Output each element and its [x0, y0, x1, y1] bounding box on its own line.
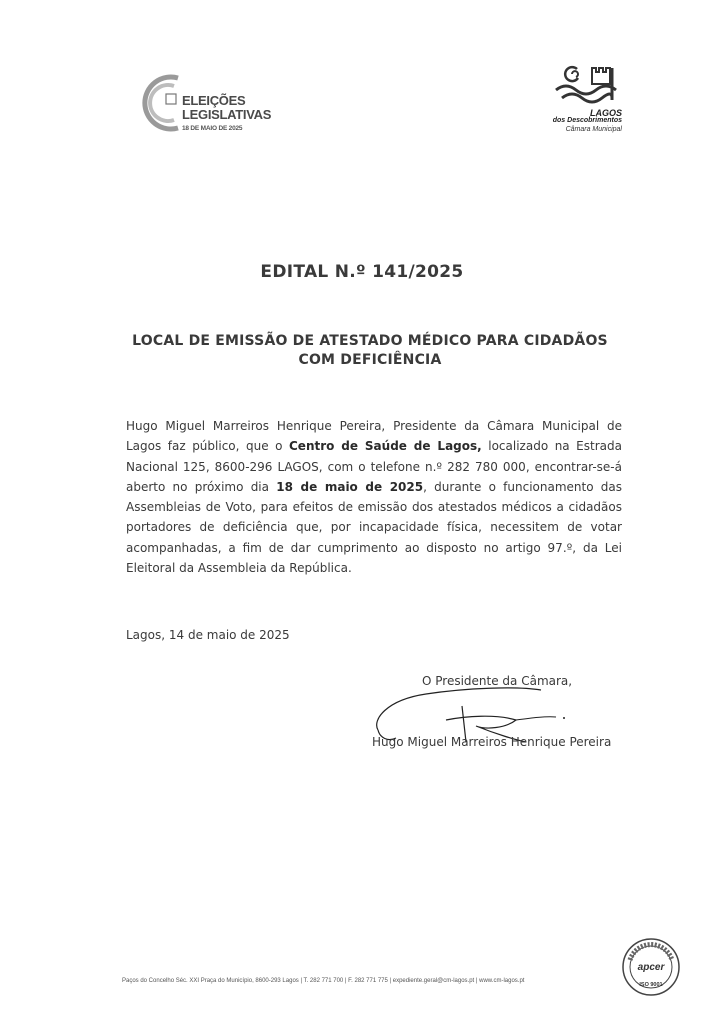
- document-body: [126, 416, 622, 578]
- certification-seal: [620, 936, 682, 998]
- municipality-tagline: dos Descobrimentos: [552, 117, 622, 124]
- body-bold-health-center: Centro de Saúde de Lagos,: [289, 439, 482, 454]
- body-bold-date: 18 de maio de 2025: [276, 479, 424, 494]
- elections-logo-date: 18 DE MAIO DE 2025: [182, 125, 243, 132]
- place-date: Lagos, 14 de maio de 2025: [126, 628, 290, 642]
- elections-logo-line1: ELEIÇÕES: [182, 93, 246, 108]
- footer-contact: Paços do Concelho Séc. XXI Praça do Município, 8600-293 Lagos | T. 282 771 700 | F. 282 771 775 | expediente.geral@cm-lagos.pt | www.cm-lagos.pt: [122, 978, 525, 984]
- municipality-name: LAGOS: [589, 108, 622, 118]
- document-subtitle: [120, 332, 620, 370]
- signature-title: O Presidente da Câmara,: [422, 674, 573, 688]
- municipality-logo: [548, 62, 628, 142]
- subtitle-line2: COM DEFICIÊNCIA: [298, 352, 442, 368]
- seal-standard: ISO 9001: [639, 982, 663, 988]
- body-part3: , durante o funcionamento das Assembleias de Voto, para efeitos de emissão dos atestados médicos a cidadãos portadores de deficiência que, por incapacidade física, necessitem de votar acompanhadas, a fim de dar cumprimento ao disposto no artigo 97.º, da Lei Eleitoral da Assembleia da República.: [126, 479, 623, 576]
- body-part1: Hugo Miguel Marreiros Henrique Pereira, Presidente da Câmara Municipal de Lagos faz público, que o: [126, 419, 622, 454]
- signature-name: Hugo Miguel Marreiros Henrique Pereira: [372, 735, 612, 749]
- body-part2: localizado na Estrada Nacional 125, 8600-296 LAGOS, com o telefone n.º 282 780 000, encontrar-se-á aberto no próximo dia: [126, 439, 622, 494]
- subtitle-line1: LOCAL DE EMISSÃO DE ATESTADO MÉDICO PARA CIDADÃOS: [132, 333, 608, 349]
- lagos-emblem-icon: [548, 62, 628, 110]
- seal-brand: apcer: [637, 962, 665, 973]
- elections-arc-icon: [140, 72, 184, 134]
- elections-logo-line2: LEGISLATIVAS: [182, 107, 272, 122]
- elections-logo: [140, 72, 280, 142]
- municipality-entity: Câmara Municipal: [565, 126, 622, 133]
- document-title: EDITAL N.º 141/2025: [260, 262, 464, 282]
